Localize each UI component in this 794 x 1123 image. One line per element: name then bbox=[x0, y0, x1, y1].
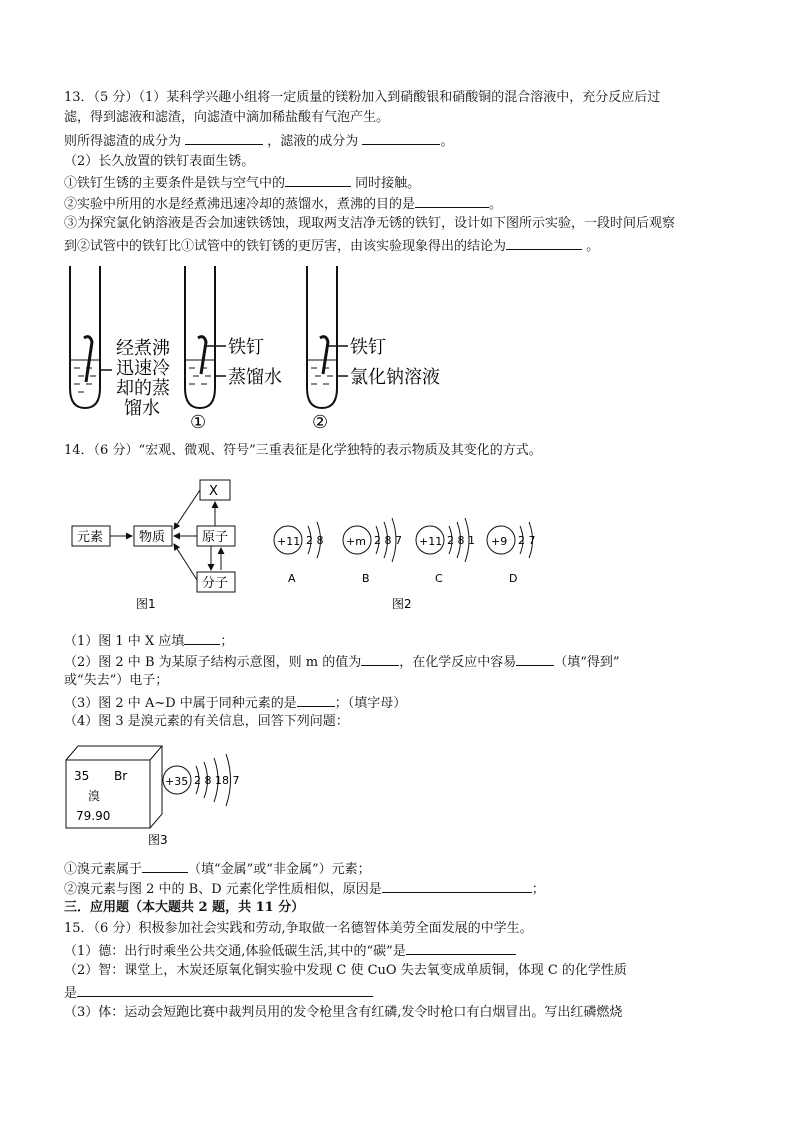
test-tubes-figure bbox=[60, 262, 480, 432]
fig2-atom-structures bbox=[268, 514, 568, 614]
tube-boiled-water bbox=[70, 266, 112, 408]
gain-lose-blank[interactable] bbox=[516, 653, 554, 666]
atom-c bbox=[416, 518, 475, 585]
atom-b-shells: 2 8 7 bbox=[374, 534, 402, 547]
sub2-mid: ，在化学反应中容易 bbox=[399, 655, 517, 670]
fig1-atom-box: 原子 bbox=[202, 530, 229, 545]
atom-d-shells: 2 7 bbox=[518, 534, 536, 547]
atom-d bbox=[487, 522, 536, 585]
q13-conclusion-line bbox=[64, 237, 599, 255]
tube0-label1: 经煮沸 bbox=[116, 338, 170, 359]
fig1-substance-box: 物质 bbox=[139, 530, 166, 545]
atom-c-label: C bbox=[435, 572, 443, 585]
atom-a-label: A bbox=[288, 572, 296, 585]
sub6-prompt: ②溴元素与图 2 中的 B、D 元素化学性质相似，原因是 bbox=[64, 882, 382, 897]
q15-title: 15．（6 分）积极参加社会实践和劳动,争取做一名德智体美劳全面发展的中学生。 bbox=[64, 921, 533, 936]
sub2-tail: （填“得到” bbox=[554, 655, 620, 670]
fig1-caption: 图1 bbox=[136, 597, 156, 611]
tube1-liquid-label: 蒸馏水 bbox=[228, 367, 282, 388]
m-value-blank[interactable] bbox=[361, 653, 399, 666]
fig3-bromine-info bbox=[62, 740, 262, 852]
x-blank[interactable] bbox=[184, 632, 220, 645]
bromine-nucleus: +35 bbox=[165, 775, 189, 788]
tube0-label3: 却的蒸 bbox=[116, 378, 170, 399]
punct: 。 bbox=[440, 134, 454, 149]
q14-sub3 bbox=[64, 694, 406, 712]
sub1-prompt: （1）图 1 中 X 应填 bbox=[64, 634, 185, 649]
punct: 。 bbox=[489, 197, 503, 212]
bromine-mass: 79.90 bbox=[76, 809, 111, 823]
q15-sub2: （2）智：课堂上，木炭还原氧化铜实验中发现 C 使 CuO 失去氧变成单质铜，体现 C 的化学性质 bbox=[64, 963, 627, 978]
q14-sub4: （4）图 3 是溴元素的有关信息，回答下列问题： bbox=[64, 714, 349, 729]
q14-sub2-cont: 或“失去”）电子； bbox=[64, 673, 169, 688]
q14-sub5 bbox=[64, 860, 371, 878]
fig1-x-box: X bbox=[209, 484, 218, 499]
section-heading: 三．应用题（本大题共 2 题，共 11 分） bbox=[64, 900, 305, 915]
q13-nacl-line: ③为探究氯化钠溶液是否会加速铁锈蚀，现取两支洁净无锈的铁钉，设计如下图所示实验，一段时间后观察 bbox=[64, 216, 676, 231]
tube2-liquid-label: 氯化钠溶液 bbox=[350, 367, 440, 388]
q13-part2: （2）长久放置的铁钉表面生锈。 bbox=[64, 154, 255, 169]
q13-filtrate-prompt: ，滤液的成分为 bbox=[267, 134, 359, 149]
bromine-name: 溴 bbox=[88, 789, 101, 803]
sub3-prompt: （3）图 2 中 A~D 中属于同种元素的是 bbox=[64, 696, 297, 711]
chemical-property-blank[interactable] bbox=[77, 984, 373, 997]
q13-residue-prompt: 则所得滤渣的成分为 bbox=[64, 134, 182, 149]
fig2-caption: 图2 bbox=[392, 597, 412, 611]
tube2-nail-label: 铁钉 bbox=[350, 337, 386, 358]
q15-sub3: （3）体：运动会短跑比赛中裁判员用的发令枪里含有红磷,发令时枪口有白烟冒出。写出红磷燃烧 bbox=[64, 1005, 623, 1020]
q13-line2: 滤，得到滤液和滤渣，向滤渣中滴加稀盐酸有气泡产生。 bbox=[64, 110, 390, 125]
q14-sub2 bbox=[64, 653, 620, 671]
carbon-blank[interactable] bbox=[406, 942, 516, 955]
q13-line1: 13．（5 分）（1）某科学兴趣小组将一定质量的镁粉加入到硝酸银和硝酸铜的混合溶液中，充分反应后过 bbox=[64, 90, 661, 105]
tube1-number: ① bbox=[190, 412, 207, 432]
fig1-element-box: 元素 bbox=[77, 530, 104, 545]
fig3-caption: 图3 bbox=[148, 833, 168, 847]
punct: 。 bbox=[586, 239, 600, 254]
atom-b-nucleus: +m bbox=[346, 535, 366, 548]
tube0-label4: 馏水 bbox=[124, 398, 160, 419]
tube0-label2: 迅速冷 bbox=[116, 358, 170, 379]
q13-line3 bbox=[64, 132, 453, 150]
atom-d-label: D bbox=[509, 572, 518, 585]
tube2-number: ② bbox=[312, 412, 329, 432]
q15-sub1 bbox=[64, 942, 516, 960]
rust-condition-tail: 同时接触。 bbox=[355, 176, 421, 191]
atom-d-nucleus: +9 bbox=[491, 535, 508, 548]
tube-salt-solution bbox=[307, 266, 348, 408]
atom-a bbox=[274, 522, 324, 585]
fig1-molecule-box: 分子 bbox=[202, 576, 229, 591]
sub5-tail: （填“金属”或“非金属”）元素； bbox=[188, 862, 371, 877]
bromine-number: 35 bbox=[74, 769, 90, 783]
q15-sub2-prompt: 是 bbox=[64, 986, 78, 1001]
atom-c-nucleus: +11 bbox=[419, 535, 443, 548]
sub2-prompt: （2）图 2 中 B 为某原子结构示意图，则 m 的值为 bbox=[64, 655, 362, 670]
boil-prompt: ②实验中所用的水是经煮沸迅速冷却的蒸馏水，煮沸的目的是 bbox=[64, 197, 416, 212]
q13-rust-line bbox=[64, 174, 420, 192]
tube-distilled-water bbox=[185, 266, 226, 408]
q15-sub1-prompt: （1）德：出行时乘坐公共交通,体验低碳生活,其中的“碳”是 bbox=[64, 944, 406, 959]
q14-title: 14．（6 分）“宏观、微观、符号”三重表征是化学独特的表示物质及其变化的方式。 bbox=[64, 443, 542, 458]
atom-a-shells: 2 8 bbox=[306, 534, 324, 547]
fig1-concept-diagram bbox=[66, 474, 256, 614]
atom-a-nucleus: +11 bbox=[277, 535, 301, 548]
rust-condition-prompt: ①铁钉生锈的主要条件是铁与空气中的 bbox=[64, 176, 286, 191]
residue-blank[interactable] bbox=[185, 132, 263, 145]
same-element-blank[interactable] bbox=[297, 694, 335, 707]
atom-b-label: B bbox=[362, 572, 370, 585]
punct: ； bbox=[220, 634, 234, 649]
conclusion-blank[interactable] bbox=[506, 237, 582, 250]
atom-b bbox=[343, 518, 402, 585]
bromine-shells: 2 8 18 7 bbox=[194, 774, 240, 787]
q15-sub2-cont bbox=[64, 984, 373, 1002]
q14-sub6 bbox=[64, 880, 545, 898]
tube1-nail-label: 铁钉 bbox=[228, 337, 264, 358]
sub3-tail: ；（填字母） bbox=[334, 696, 407, 711]
q13-boil-line bbox=[64, 195, 502, 213]
sub5-prompt: ①溴元素属于 bbox=[64, 862, 143, 877]
atom-c-shells: 2 8 1 bbox=[447, 534, 475, 547]
punct: ； bbox=[531, 882, 545, 897]
conclusion-prompt: 到②试管中的铁钉比①试管中的铁钉锈的更厉害，由该实验现象得出的结论为 bbox=[64, 239, 507, 254]
reason-blank[interactable] bbox=[382, 880, 532, 893]
filtrate-blank[interactable] bbox=[362, 132, 440, 145]
q14-sub1 bbox=[64, 632, 233, 650]
bromine-symbol: Br bbox=[114, 769, 128, 783]
rust-condition-blank[interactable] bbox=[285, 174, 351, 187]
metal-blank[interactable] bbox=[142, 860, 188, 873]
boil-purpose-blank[interactable] bbox=[415, 195, 489, 208]
